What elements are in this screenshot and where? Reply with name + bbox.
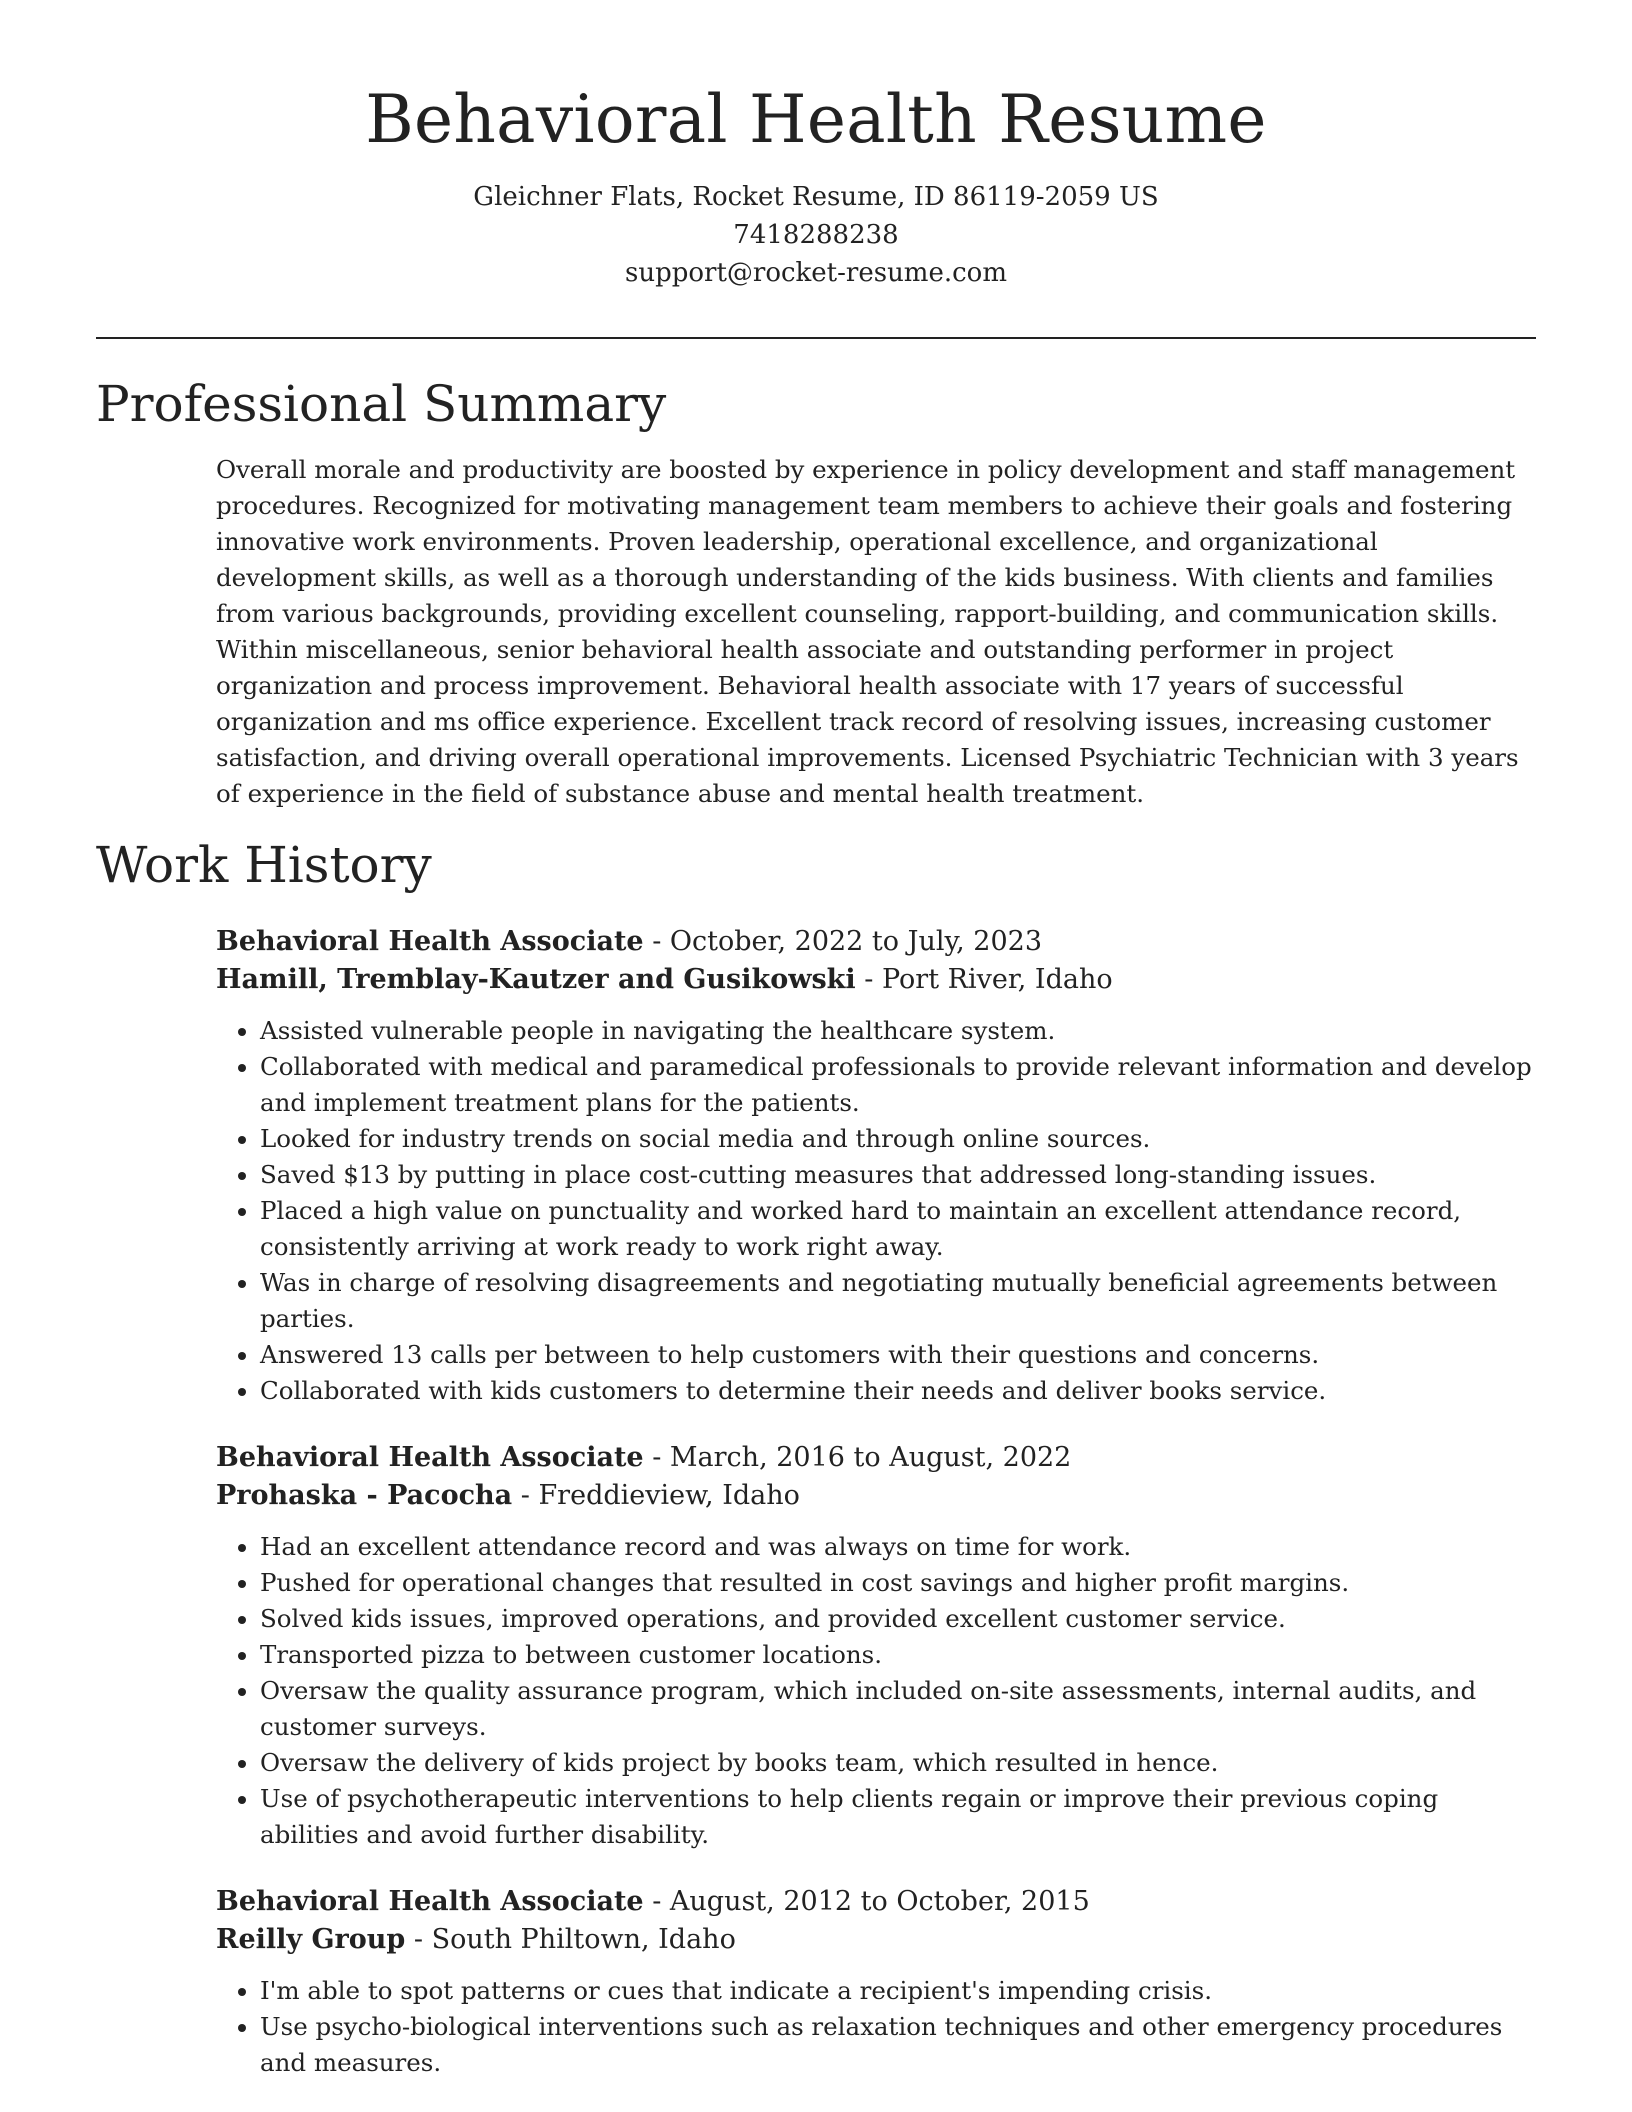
job-title-line <box>216 1883 1536 1921</box>
resume-header <box>0 0 1632 292</box>
resume-title: Behavioral Health Resume <box>365 81 1267 158</box>
list-item: • Use of psychotherapeutic interventions to help clients regain or improve their previous coping abilities and avoid further disability. <box>260 1781 1536 1853</box>
job-location: South Philtown, Idaho <box>431 1923 736 1955</box>
job-separator: - <box>512 1479 539 1511</box>
list-item: • I'm able to spot patterns or cues that indicate a recipient's impending crisis. <box>260 1973 1536 2009</box>
job-separator: - <box>643 1441 670 1473</box>
job-dates: March, 2016 to August, 2022 <box>669 1441 1072 1473</box>
list-item: • Assisted vulnerable people in navigating the healthcare system. <box>260 1013 1536 1049</box>
job-separator: - <box>643 925 670 957</box>
job-title: Behavioral Health Associate <box>216 1441 644 1473</box>
job-company-line <box>216 1477 1536 1515</box>
list-item: • Oversaw the quality assurance program, which included on-site assessments, internal audits, and customer surveys. <box>260 1673 1536 1745</box>
job-company-line <box>216 1921 1536 1959</box>
contact-address: Gleichner Flats, Rocket Resume, ID 86119-2059 US <box>473 181 1159 212</box>
job-separator: - <box>855 963 882 995</box>
contact-email: support@rocket-resume.com <box>624 257 1007 288</box>
work-history-heading: Work History <box>96 835 432 894</box>
job-company-line <box>216 961 1536 999</box>
job-bullets <box>216 1529 1536 1853</box>
list-item: • Collaborated with medical and paramedical professionals to provide relevant information and develop and implement treatment plans for the patients. <box>260 1049 1536 1121</box>
job-bullets <box>216 1013 1536 1409</box>
job-title: Behavioral Health Associate <box>216 925 644 957</box>
list-item: • Placed a high value on punctuality and worked hard to maintain an excellent attendance record, consistently arriving at work ready to work right away. <box>260 1193 1536 1265</box>
list-item: • Was in charge of resolving disagreements and negotiating mutually beneficial agreements between parties. <box>260 1265 1536 1337</box>
list-item: • Use psycho-biological interventions such as relaxation techniques and other emergency procedures and measures. <box>260 2009 1536 2081</box>
job-title-line <box>216 1439 1536 1477</box>
job-company: Hamill, Tremblay-Kautzer and Gusikowski <box>216 963 856 995</box>
job-title: Behavioral Health Associate <box>216 1885 644 1917</box>
header-divider <box>96 337 1536 339</box>
job-location: Port River, Idaho <box>881 963 1113 995</box>
job-dates: October, 2022 to July, 2023 <box>669 925 1043 957</box>
job-separator: - <box>643 1885 670 1917</box>
list-item: • Oversaw the delivery of kids project by books team, which resulted in hence. <box>260 1745 1536 1781</box>
summary-text: Overall morale and productivity are boosted by experience in policy development and staff management procedures. Recognized for motivating management team members to achieve their goals and fostering innovative work environments. Proven leadership, operational excellence, and organizational development skills, as well as a thorough understanding of the kids business. With clients and families from various backgrounds, providing excellent counseling, rapport-building, and communication skills. Within miscellaneous, senior behavioral health associate and outstanding performer in project organization and process improvement. Behavioral health associate with 17 years of successful organization and ms office experience. Excellent track record of resolving issues, increasing customer satisfaction, and driving overall operational improvements. Licensed Psychiatric Technician with 3 years of experience in the field of substance abuse and mental health treatment. <box>216 454 1519 808</box>
list-item: • Collaborated with kids customers to determine their needs and deliver books service. <box>260 1373 1536 1409</box>
job-entry <box>216 923 1536 1409</box>
job-location: Freddieview, Idaho <box>538 1479 800 1511</box>
job-company: Reilly Group <box>216 1923 406 1955</box>
list-item: • Looked for industry trends on social media and through online sources. <box>260 1121 1536 1157</box>
job-separator: - <box>405 1923 432 1955</box>
contact-phone: 7418288238 <box>733 219 899 250</box>
job-entry <box>216 1883 1536 2081</box>
summary-heading: Professional Summary <box>96 374 667 433</box>
list-item: • Saved $13 by putting in place cost-cutting measures that addressed long-standing issues. <box>260 1157 1536 1193</box>
list-item: • Pushed for operational changes that resulted in cost savings and higher profit margins. <box>260 1565 1536 1601</box>
job-title-line <box>216 923 1536 961</box>
job-dates: August, 2012 to October, 2015 <box>669 1885 1090 1917</box>
list-item: • Transported pizza to between customer locations. <box>260 1637 1536 1673</box>
list-item: • Had an excellent attendance record and was always on time for work. <box>260 1529 1536 1565</box>
job-bullets <box>216 1973 1536 2081</box>
job-entry <box>216 1439 1536 1853</box>
list-item: • Solved kids issues, improved operations, and provided excellent customer service. <box>260 1601 1536 1637</box>
list-item: • Answered 13 calls per between to help customers with their questions and concerns. <box>260 1337 1536 1373</box>
job-company: Prohaska - Pacocha <box>216 1479 513 1511</box>
